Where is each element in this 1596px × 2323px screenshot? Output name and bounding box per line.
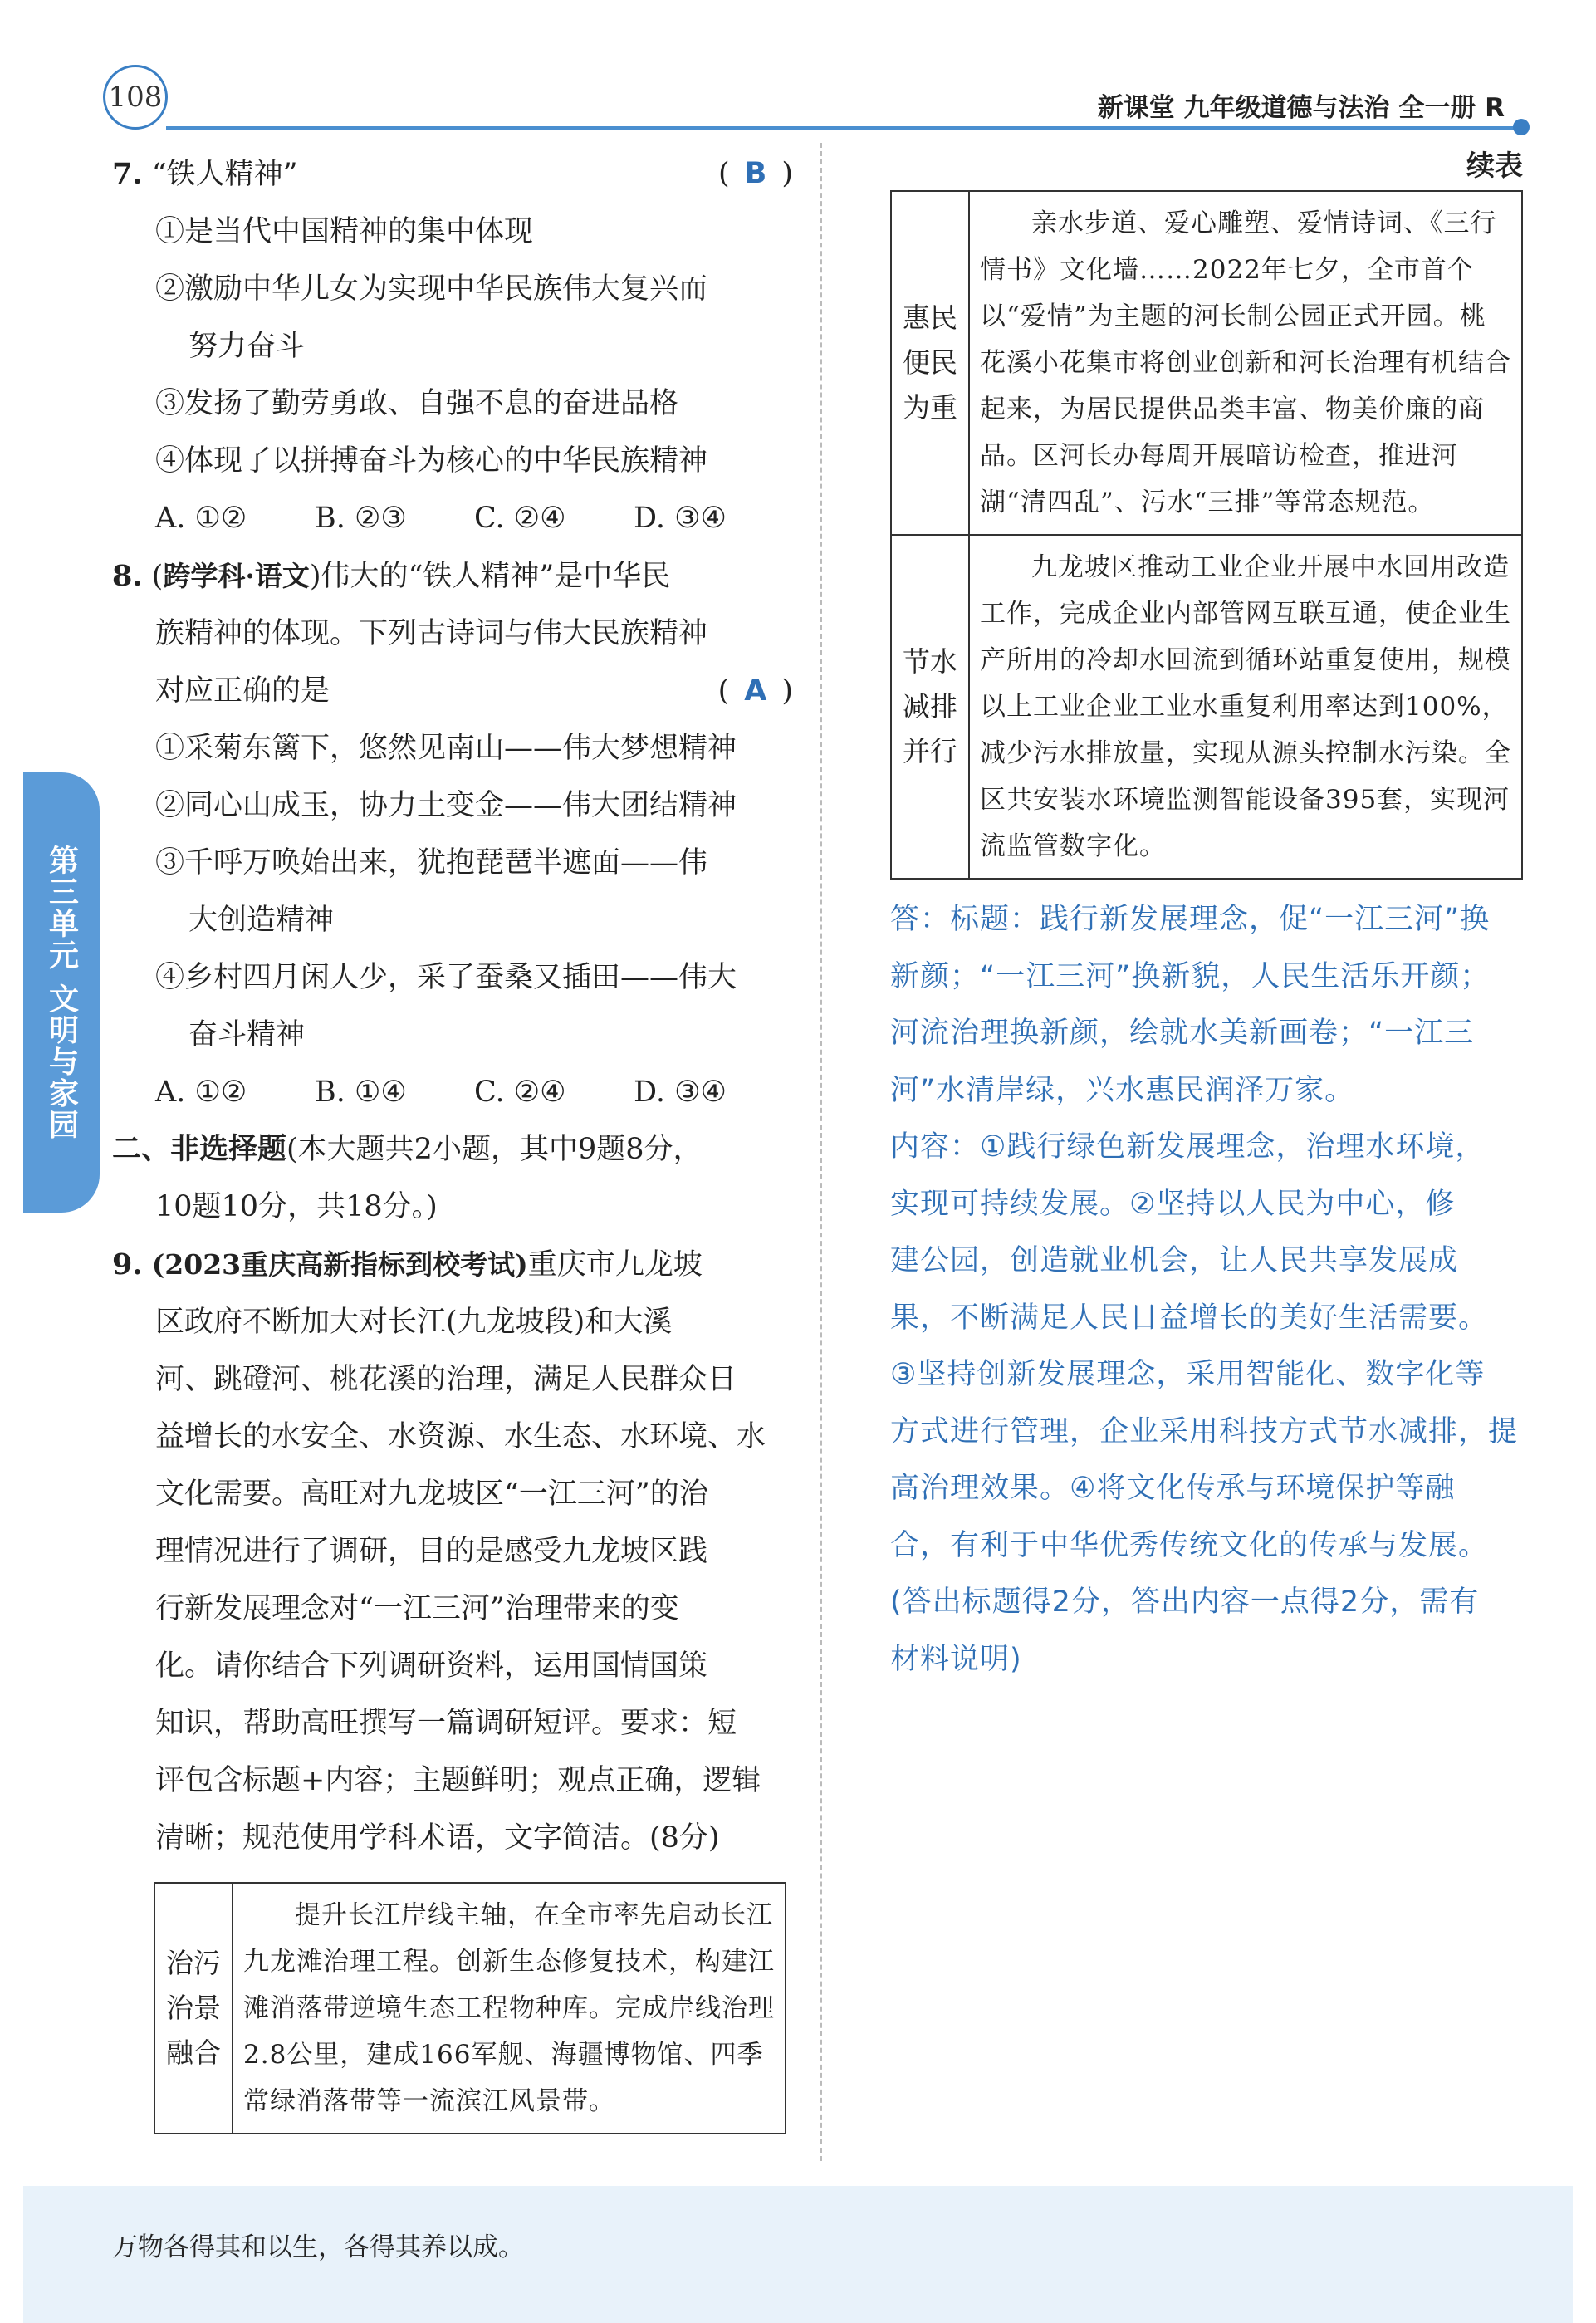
- q8-stem-line-last: [112, 663, 793, 720]
- q7-options: [112, 490, 793, 547]
- q7-option-b: B. ②③: [315, 502, 407, 535]
- q8-answer: ( A ): [717, 674, 793, 708]
- left-column: [112, 145, 793, 2134]
- q7-item: ④体现了以拼搏奋斗为核心的中华民族精神: [155, 444, 708, 478]
- book-title: 新课堂 九年级道德与法治 全一册 R: [1097, 93, 1505, 123]
- q9-stem: [112, 1236, 793, 1294]
- q8-option-c: C. ②④: [474, 1076, 566, 1109]
- answer-line: 合，有利于中华优秀传统文化的传承与发展。: [890, 1528, 1489, 1562]
- answer-line: 建公园，创造就业机会，让人民共享发展成: [890, 1244, 1459, 1277]
- q9-stem-line: 化。请你结合下列调研资料，运用国情国策: [155, 1649, 708, 1683]
- unit-side-tab-label: 第三单元 文明与家园: [44, 844, 79, 1141]
- material-category: 惠民便民为重: [891, 191, 969, 535]
- q7-option-d: D. ③④: [634, 502, 727, 535]
- q8-item: 奋斗精神: [188, 1018, 306, 1051]
- answer-line: 材料说明): [890, 1642, 1022, 1676]
- q9-stem-line: 益增长的水安全、水资源、水生态、水环境、水: [155, 1420, 766, 1453]
- material-category: 治污治景融合: [154, 1883, 233, 2134]
- q8-number: 8.: [112, 559, 143, 593]
- q9-stem-line: 清晰；规范使用学科术语，文字简洁。(8分): [155, 1821, 720, 1855]
- q8-option-d: D. ③④: [634, 1076, 727, 1109]
- answer-line: 答：标题：践行新发展理念，促“一江三河”换: [890, 903, 1491, 936]
- answer-line: ③坚持创新发展理念，采用智能化、数字化等: [890, 1358, 1486, 1391]
- q7-item: ③发扬了勤劳勇敢、自强不息的奋进品格: [155, 387, 679, 420]
- q8-item: ③千呼万唤始出来，犹抱琵琶半遮面——伟: [155, 846, 708, 880]
- material-row: [891, 191, 1522, 535]
- q9-stem-line: 河、跳磴河、桃花溪的治理，满足人民群众日: [155, 1363, 737, 1396]
- material-text: 亲水步道、爱心雕塑、爱情诗词、《三行情书》文化墙……2022年七夕，全市首个以“爱情”为主题的河长制公园正式开园。桃花溪小花集市将创业创新和河长治理有机结合起来，为居民提供品类丰富、物美价廉的商品。区河长办每周开展暗访检查，推进河湖“清四乱”、污水“三排”等常态规范。: [969, 191, 1522, 535]
- header-rule: [166, 126, 1515, 130]
- material-row: [154, 1883, 786, 2134]
- q9-stem-line: 评包含标题+内容；主题鲜明；观点正确，逻辑: [155, 1764, 761, 1797]
- q8-stem: 8. (跨学科·语文)伟大的“铁人精神”是中华民: [112, 559, 671, 593]
- q7-answer: ( B ): [718, 157, 793, 190]
- q9-stem-line: 理情况进行了调研，目的是感受九龙坡区践: [155, 1535, 708, 1568]
- answer-line: 方式进行管理，企业采用科技方式节水减排，提: [890, 1414, 1519, 1448]
- footer-motto: 万物各得其和以生，各得其养以成。: [112, 2232, 524, 2262]
- answer-line: 高治理效果。④将文化传承与环境保护等融: [890, 1472, 1456, 1505]
- q8-stem-text: 对应正确的是: [155, 674, 330, 708]
- q8-item: 大创造精神: [188, 904, 335, 937]
- material-table-left: [154, 1882, 786, 2134]
- q8-stem-line: 族精神的体现。下列古诗词与伟大民族精神: [155, 617, 708, 650]
- section2-title: 二、非选择题: [112, 1133, 287, 1166]
- unit-side-tab: [23, 772, 100, 1213]
- page-number: 108: [103, 65, 168, 130]
- q9-answer-block: [890, 891, 1523, 1688]
- q9-number: 9.: [112, 1247, 143, 1282]
- q9-source: (2023重庆高新指标到校考试): [151, 1248, 528, 1281]
- answer-line: 河流治理换新颜，绘就水美新画卷；“一江三: [890, 1017, 1475, 1050]
- q8-item: ④乡村四月闲人少，采了蚕桑又插田——伟大: [155, 961, 737, 994]
- section2-heading: [112, 1121, 793, 1179]
- q7-number: 7.: [112, 157, 143, 191]
- q8-tag: 跨学科·语文: [163, 560, 310, 592]
- material-table-right: [890, 190, 1523, 880]
- q8-item: ②同心山成玉，协力土变金——伟大团结精神: [155, 789, 737, 822]
- right-column: [890, 145, 1523, 1688]
- answer-line: 河”水清岸绿，兴水惠民润泽万家。: [890, 1073, 1355, 1107]
- answer-line: 果，不断满足人民日益增长的美好生活需要。: [890, 1301, 1489, 1335]
- q8-answer-letter: A: [744, 674, 767, 708]
- material-row: [891, 535, 1522, 879]
- q7-item: 努力奋斗: [188, 330, 306, 363]
- q9-stem-line: 区政府不断加大对长江(九龙坡段)和大溪: [155, 1306, 673, 1339]
- material-text: 提升长江岸线主轴，在全市率先启动长江九龙滩治理工程。创新生态修复技术，构建江滩消落带逆境生态工程物种库。完成岸线治理2.8公里，建成166军舰、海疆博物馆、四季常绿消落带等一流滨江风景带。: [233, 1883, 786, 2134]
- q7-stem-text: “铁人精神”: [151, 158, 298, 191]
- section2-desc: 10题10分，共18分。): [155, 1190, 438, 1223]
- section2-desc: (本大题共2小题，其中9题8分，: [286, 1133, 703, 1166]
- material-text: 九龙坡区推动工业企业开展中水回用改造工作，完成企业内部管网互联互通，使企业生产所用的冷却水回流到循环站重复使用，规模以上工业企业工业水重复利用率达到100%，减少污水排放量，实现从源头控制水污染。全区共安装水环境监测智能设备395套，实现河流监管数字化。: [969, 535, 1522, 879]
- q8-item: ①采菊东篱下，悠然见南山——伟大梦想精神: [155, 732, 737, 765]
- q7-item: ①是当代中国精神的集中体现: [155, 215, 534, 248]
- q7-option-a: A. ①②: [155, 502, 247, 535]
- column-divider: [820, 143, 822, 2161]
- q7-option-c: C. ②④: [474, 502, 566, 535]
- continued-table-label: 续表: [1466, 149, 1523, 183]
- q8-stem-line: 伟大的“铁人精神”是中华民: [321, 560, 671, 593]
- answer-line: 内容：①践行绿色新发展理念，治理水环境，: [890, 1130, 1486, 1164]
- header-dot: [1513, 119, 1530, 135]
- q9-stem-line: 重庆市九龙坡: [527, 1248, 703, 1282]
- answer-line: (答出标题得2分，答出内容一点得2分，需有: [890, 1585, 1480, 1619]
- q7-item: ②激励中华儿女为实现中华民族伟大复兴而: [155, 272, 708, 306]
- answer-line: 实现可持续发展。②坚持以人民为中心，修: [890, 1187, 1456, 1221]
- q9-stem-line: 文化需要。高旺对九龙坡区“一江三河”的治: [155, 1478, 708, 1511]
- q9-stem-line: 知识，帮助高旺撰写一篇调研短评。要求：短: [155, 1707, 737, 1740]
- q8-option-a: A. ①②: [155, 1076, 247, 1109]
- q8-option-b: B. ①④: [315, 1076, 407, 1109]
- q7-stem: [112, 145, 793, 203]
- material-category: 节水减排并行: [891, 535, 969, 879]
- q7-answer-letter: B: [744, 157, 767, 190]
- q9-stem-line: 行新发展理念对“一江三河”治理带来的变: [155, 1592, 679, 1625]
- answer-line: 新颜；“一江三河”换新貌，人民生活乐开颜；: [890, 959, 1491, 993]
- q8-options: [112, 1064, 793, 1121]
